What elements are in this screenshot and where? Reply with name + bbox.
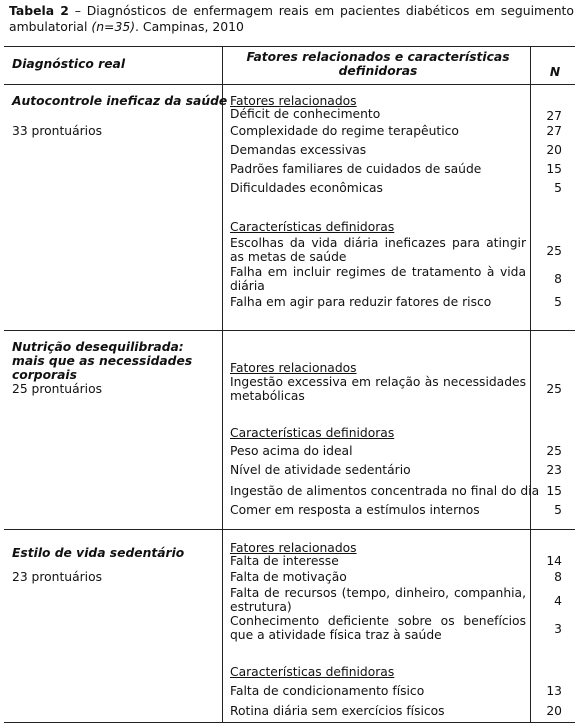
characteristic-item: Ingestão de alimentos concentrada no final do dia (230, 484, 540, 498)
factor-item: Ingestão excessiva em relação às necessidades metabólicas (230, 375, 526, 403)
header-factors: Fatores relacionados e características definidoras (246, 50, 510, 78)
factor-count: 3 (554, 622, 562, 636)
factor-count: 5 (554, 181, 562, 195)
caption-place-year: . Campinas, 2010 (135, 18, 244, 34)
factor-item: Dificuldades econômicas (230, 181, 383, 195)
section-rule-2 (4, 529, 575, 530)
related-factors-label: Fatores relacionados (230, 541, 357, 555)
related-factors-label: Fatores relacionados (230, 361, 357, 375)
diagnosis-title: Autocontrole ineficaz da saúde (12, 94, 228, 108)
records-count: 33 prontuários (12, 124, 103, 138)
characteristic-count: 5 (554, 295, 562, 309)
characteristic-count: 20 (546, 704, 562, 718)
factor-item: Falta de recursos (tempo, dinheiro, companhia, estrutura) (230, 586, 526, 614)
characteristic-count: 5 (554, 503, 562, 517)
factor-count: 25 (546, 382, 562, 396)
table-bottom-rule (4, 722, 575, 723)
factor-count: 8 (554, 570, 562, 584)
factor-item: Padrões familiares de cuidados de saúde (230, 162, 482, 176)
characteristic-count: 15 (546, 484, 562, 498)
defining-characteristics-label: Características definidoras (230, 220, 395, 234)
characteristic-count: 13 (546, 684, 562, 698)
factor-item: Falta de motivação (230, 570, 347, 584)
caption-sample-size: (n=35) (91, 18, 136, 34)
header-bottom-rule (4, 84, 575, 85)
characteristic-count: 8 (554, 272, 562, 286)
factor-count: 14 (546, 554, 562, 568)
characteristic-item: Escolhas da vida diária ineficazes para atingir as metas de saúde (230, 236, 526, 264)
factor-count: 20 (546, 143, 562, 157)
factor-item: Déficit de conhecimento (230, 107, 381, 121)
factor-count: 27 (546, 124, 562, 138)
characteristic-item: Falta de condicionamento físico (230, 684, 425, 698)
factor-count: 27 (546, 109, 562, 123)
factor-item: Conhecimento deficiente sobre os benefícios que a atividade física traz à saúde (230, 614, 526, 642)
table-caption (9, 3, 574, 34)
records-count: 25 prontuários (12, 382, 103, 396)
factor-item: Falta de interesse (230, 554, 339, 568)
caption-label: Tabela 2 (9, 3, 69, 18)
factor-item: Demandas excessivas (230, 143, 367, 157)
characteristic-item: Falha em agir para reduzir fatores de risco (230, 295, 492, 309)
defining-characteristics-label: Características definidoras (230, 665, 395, 679)
characteristic-count: 25 (546, 244, 562, 258)
characteristic-count: 25 (546, 444, 562, 458)
characteristic-item: Rotina diária sem exercícios físicos (230, 704, 445, 718)
defining-characteristics-label: Características definidoras (230, 426, 395, 440)
caption-text: – Diagnósticos de enfermagem reais em pacientes diabéticos em seguimento ambulatorial (9, 3, 574, 34)
factor-count: 15 (546, 162, 562, 176)
section-rule-1 (4, 330, 575, 331)
diagnosis-title: Nutrição desequilibrada: mais que as necessidades corporais (12, 340, 193, 382)
column-divider-1 (222, 46, 223, 722)
characteristic-item: Nível de atividade sedentário (230, 463, 411, 477)
characteristic-item: Falha em incluir regimes de tratamento à vida diária (230, 265, 526, 293)
factor-item: Complexidade do regime terapêutico (230, 124, 459, 138)
records-count: 23 prontuários (12, 570, 103, 584)
table-top-rule (4, 46, 575, 47)
header-diagnosis: Diagnóstico real (12, 57, 126, 71)
header-n: N (549, 65, 561, 79)
characteristic-item: Comer em resposta a estímulos internos (230, 503, 480, 517)
related-factors-label: Fatores relacionados (230, 94, 357, 108)
characteristic-count: 23 (546, 463, 562, 477)
factor-count: 4 (554, 594, 562, 608)
diagnosis-title: Estilo de vida sedentário (12, 546, 185, 560)
characteristic-item: Peso acima do ideal (230, 444, 353, 458)
